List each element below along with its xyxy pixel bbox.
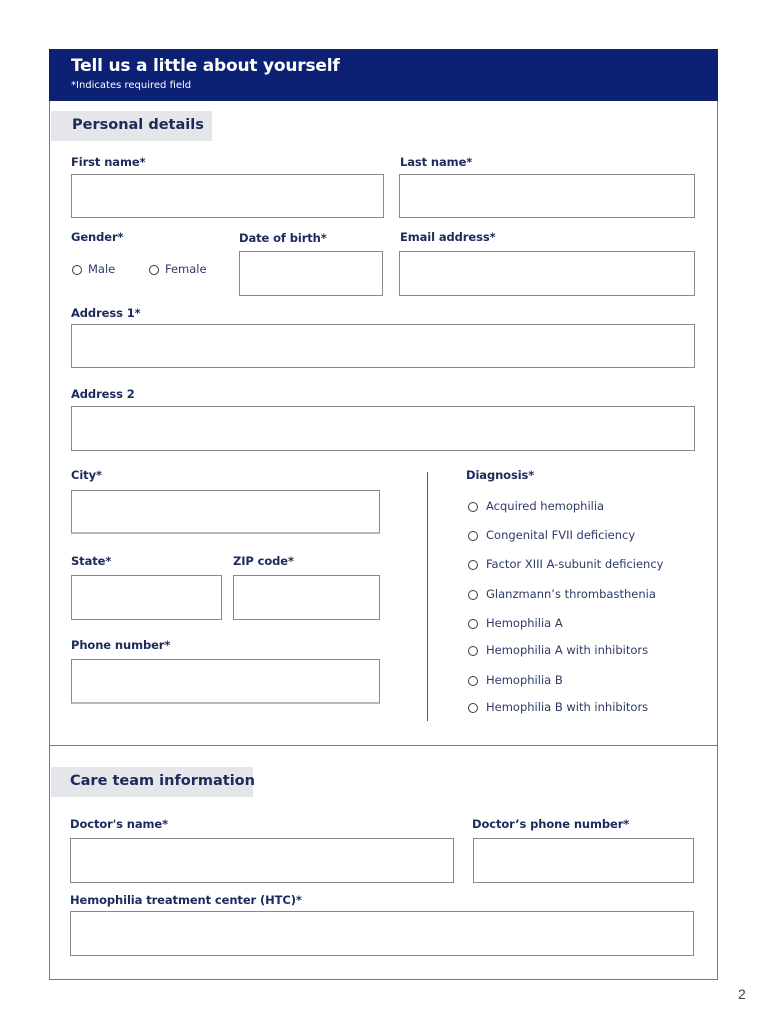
zip-label: ZIP code*	[233, 554, 294, 568]
diagnosis-option-label: Hemophilia B with inhibitors	[486, 700, 649, 714]
diagnosis-radio[interactable]	[468, 676, 478, 686]
diagnosis-radio[interactable]	[468, 703, 478, 713]
doctor-name-input[interactable]	[70, 838, 454, 883]
phone-label: Phone number*	[71, 638, 171, 652]
city-input[interactable]	[71, 490, 380, 534]
dob-input[interactable]	[239, 251, 383, 296]
gender-label: Gender*	[71, 230, 124, 244]
address1-input[interactable]	[71, 324, 695, 368]
first-name-label: First name*	[71, 155, 146, 169]
htc-label: Hemophilia treatment center (HTC)*	[70, 893, 302, 907]
diagnosis-radio[interactable]	[468, 619, 478, 629]
column-divider	[427, 472, 428, 721]
first-name-input[interactable]	[71, 174, 384, 218]
doctor-phone-input[interactable]	[473, 838, 694, 883]
last-name-input[interactable]	[399, 174, 695, 218]
gender-female-radio[interactable]	[149, 265, 159, 275]
dob-label: Date of birth*	[239, 231, 327, 245]
diagnosis-option-label: Factor XIII A-subunit deficiency	[486, 557, 664, 571]
phone-input[interactable]	[71, 659, 380, 704]
diagnosis-option-label: Congenital FVII deficiency	[486, 528, 636, 542]
page-number: 2	[738, 986, 746, 1002]
personal-details-title: Personal details	[72, 117, 204, 133]
diagnosis-option-label: Hemophilia A	[486, 616, 563, 630]
diagnosis-radio[interactable]	[468, 502, 478, 512]
zip-input[interactable]	[233, 575, 380, 620]
state-label: State*	[71, 554, 112, 568]
care-team-title: Care team information	[70, 773, 255, 789]
diagnosis-radio[interactable]	[468, 590, 478, 600]
doctor-name-label: Doctor's name*	[70, 817, 169, 831]
diagnosis-label: Diagnosis*	[466, 468, 535, 482]
required-field-note: *Indicates required field	[71, 80, 192, 91]
email-label: Email address*	[400, 230, 496, 244]
email-input[interactable]	[399, 251, 695, 296]
gender-male-radio[interactable]	[72, 265, 82, 275]
diagnosis-option-label: Glanzmann’s thrombasthenia	[486, 587, 656, 601]
address2-input[interactable]	[71, 406, 695, 451]
diagnosis-option-label: Hemophilia B	[486, 673, 563, 687]
diagnosis-radio[interactable]	[468, 531, 478, 541]
htc-input[interactable]	[70, 911, 694, 956]
last-name-label: Last name*	[400, 155, 473, 169]
diagnosis-option-label: Hemophilia A with inhibitors	[486, 643, 649, 657]
section-divider	[49, 745, 718, 746]
gender-female-label: Female	[165, 262, 207, 276]
state-input[interactable]	[71, 575, 222, 620]
address2-label: Address 2	[71, 387, 135, 401]
gender-male-label: Male	[88, 262, 116, 276]
city-label: City*	[71, 468, 102, 482]
address1-label: Address 1*	[71, 306, 141, 320]
diagnosis-radio[interactable]	[468, 646, 478, 656]
diagnosis-option-label: Acquired hemophilia	[486, 499, 605, 513]
diagnosis-radio[interactable]	[468, 560, 478, 570]
doctor-phone-label: Doctor’s phone number*	[472, 817, 630, 831]
form-title: Tell us a little about yourself	[71, 56, 340, 76]
